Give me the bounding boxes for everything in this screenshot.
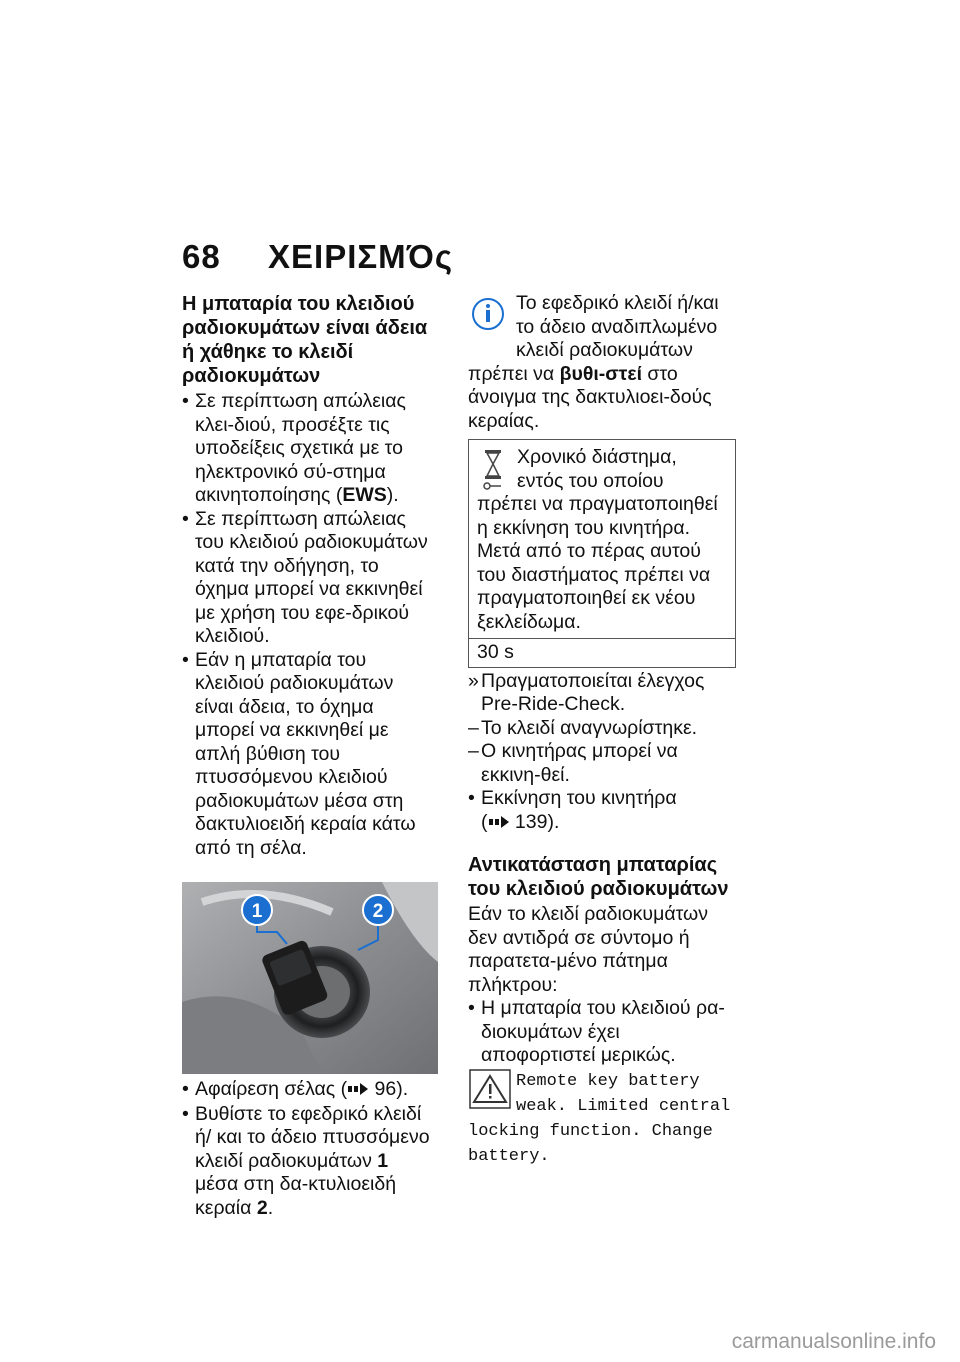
dash-icon: – bbox=[468, 716, 479, 739]
bullet-text-end: . bbox=[267, 1196, 274, 1219]
list-item bbox=[182, 649, 430, 861]
info-icon bbox=[468, 292, 512, 340]
bullet-text: Εάν η μπαταρία του κλειδιού ραδιοκυμάτων είναι άδεια, το όχημα μπορεί να εκκινηθεί με απλή βύθιση του πτυσσόμενου κλειδιού ραδιοκυμάτων μέσα στη δακτυλιοειδή κεραία κάτω από τη σέλα. bbox=[195, 648, 416, 859]
ref-number-2: 2 bbox=[256, 1196, 268, 1219]
bullet-text: Βυθίστε το εφεδρικό κλειδί ή/ και το άδειο πτυσσόμενο κλειδί ραδιοκυμάτων bbox=[195, 1102, 430, 1172]
display-message-text: Remote key battery weak. Limited central locking function. Change battery. bbox=[468, 1071, 731, 1166]
time-window-value: 30 s bbox=[469, 638, 735, 667]
bullet-text: Σε περίπτωση απώλειας κλει-διού, προσέξτε τις υποδείξεις σχετικά με το ηλεκτρονικό σύ-στημα ακινητοποίησης ( bbox=[195, 390, 406, 506]
bullet-text: Σε περίπτωση απώλειας του κλειδιού ραδιοκυμάτων κατά την οδήγηση, το όχημα μπορεί να εκκινηθεί με χρήση του εφε-δρικού κλειδιού. bbox=[195, 507, 428, 647]
bullet-text-mid: μέσα στη δα-κτυλιοειδή κεραία bbox=[195, 1173, 397, 1219]
callout-label-1: 1 bbox=[251, 901, 263, 922]
bullet-icon: • bbox=[182, 1078, 189, 1100]
bullet-text-end: ). bbox=[386, 484, 399, 506]
right-column bbox=[468, 292, 738, 1168]
list-item bbox=[182, 1078, 430, 1103]
intro-paragraph: Εάν το κλειδί ραδιοκυμάτων δεν αντιδρά σε σύντομο ή παρατετα-μένο πάτημα πλήκτρου: bbox=[468, 903, 708, 996]
section-heading-2: Αντικατάσταση μπαταρίας του κλειδιού ραδιοκυμάτων bbox=[468, 854, 729, 900]
chapter-title: ΧΕΙΡΙΣΜΌς bbox=[268, 238, 454, 275]
section-heading: Η μπαταρία του κλειδιού ραδιοκυμάτων είναι άδεια ή χάθηκε το κλειδί ραδιοκυμάτων bbox=[182, 293, 428, 387]
page-ref-arrow-icon bbox=[347, 1079, 369, 1103]
bullet-icon: • bbox=[468, 787, 475, 809]
left-column bbox=[182, 292, 430, 1220]
bullet-text: Αφαίρεση σέλας ( bbox=[195, 1078, 348, 1100]
result-text: Ο κινητήρας μπορεί να εκκινη-θεί. bbox=[481, 740, 678, 786]
note-text-end: στο άνοιγμα της δακτυλιοει-δούς κεραίας. bbox=[468, 362, 712, 432]
note-text: Το εφεδρικό κλειδί ή/και το άδειο αναδιπλωμένο κλειδί ραδιοκυμάτων πρέπει να bbox=[468, 292, 719, 385]
callout-label-2: 2 bbox=[372, 901, 384, 922]
dash-icon: – bbox=[468, 740, 479, 762]
bullet-icon: • bbox=[182, 648, 189, 671]
bullet-text: Εκκίνηση του κινητήρα bbox=[481, 787, 677, 809]
page-number: 68 bbox=[182, 238, 221, 275]
page-header bbox=[182, 238, 453, 276]
warning-triangle-icon bbox=[468, 1068, 514, 1110]
result-arrow-icon: » bbox=[468, 669, 479, 692]
list-item bbox=[468, 997, 738, 1068]
list-item bbox=[182, 1103, 430, 1221]
ews-term: EWS bbox=[342, 484, 387, 506]
watermark: carmanualsonline.info bbox=[731, 1330, 936, 1353]
ref-number-1: 1 bbox=[377, 1149, 389, 1172]
bullet-icon: • bbox=[468, 997, 475, 1019]
bullet-icon: • bbox=[182, 507, 189, 530]
bullet-icon: • bbox=[182, 1102, 189, 1125]
list-item bbox=[182, 390, 430, 508]
hourglass-key-icon bbox=[477, 446, 511, 492]
time-window-box bbox=[468, 439, 736, 668]
list-item bbox=[182, 508, 430, 649]
result-text: Πραγματοποιείται έλεγχος Pre-Ride-Check. bbox=[481, 669, 705, 715]
page-ref-arrow-icon bbox=[488, 812, 510, 836]
antenna-photo bbox=[182, 882, 438, 1074]
page-ref[interactable]: 96). bbox=[374, 1078, 409, 1100]
list-item: • Εκκίνηση του κινητήρα ( 139). bbox=[468, 787, 738, 835]
result-item bbox=[468, 670, 738, 717]
result-item bbox=[468, 740, 738, 787]
result-text: Το κλειδί αναγνωρίστηκε. bbox=[481, 716, 698, 739]
note-bold: βυθι-στεί bbox=[559, 362, 642, 385]
info-note bbox=[468, 292, 738, 433]
bullet-text: Η μπαταρία του κλειδιού ρα-διοκυμάτων έχει αποφορτιστεί μερικώς. bbox=[481, 997, 725, 1066]
page-ref[interactable]: 139). bbox=[514, 810, 560, 833]
time-window-text: Χρονικό διάστημα, εντός του οποίου πρέπει να πραγματοποιηθεί η εκκίνηση του κινητήρα. Μετά από το πέρας αυτού του διαστήματος πρέπει να πραγματοποιηθεί εκ νέου ξεκλείδωμα. bbox=[477, 446, 718, 633]
result-item bbox=[468, 717, 738, 741]
display-message bbox=[468, 1068, 738, 1168]
bullet-icon: • bbox=[182, 390, 189, 412]
